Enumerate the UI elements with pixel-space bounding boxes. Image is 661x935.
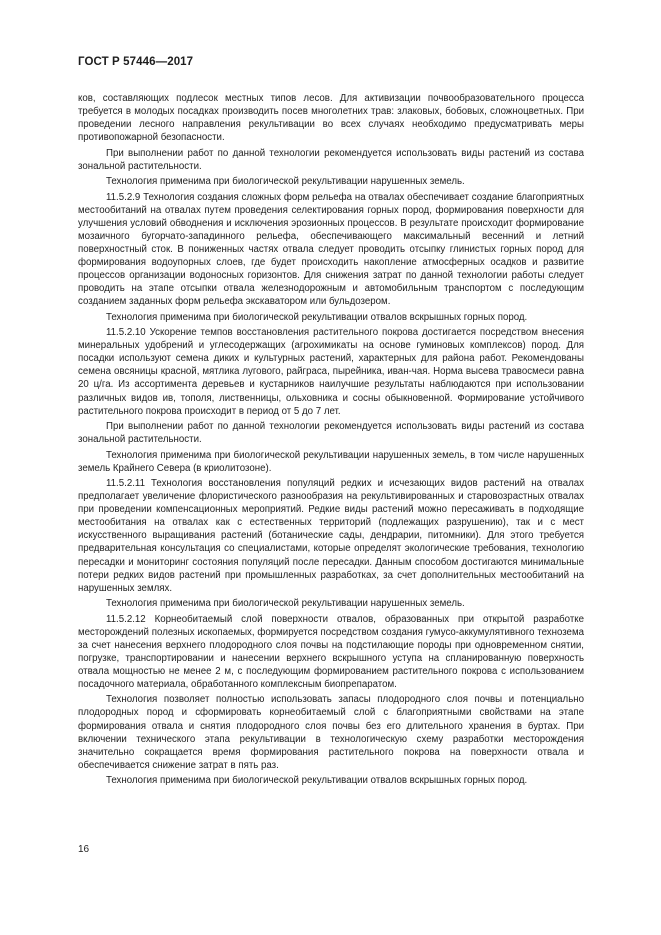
page-number: 16 [78, 844, 90, 855]
paragraph: Технология применима при биологической рекультивации нарушенных земель. [106, 598, 465, 610]
paragraph-clause-11-5-2-10: 11.5.2.10 Ускорение темпов восстановления растительного покрова достигается посредством внесения минеральных удобрений и углесодержащих (агрохимикаты на основе гуминовых комплексов) пород. Для посадки используют семена диких и культурных растений, характерных для района работ. Рекомендованы семена овсяницы красной, мятлика лугового, райграса, пырейника, иван-чая. Норма высева травосмеси равна 20 ц/га. Из ассортимента деревьев и кустарников наилучшие результаты наблюдаются при использовании различных видов ив, тополя, лиственницы, ольховника и сосны обыкновенной. Формирование устойчивого растительного покрова происходит в период от 5 до 7 лет. [78, 327, 584, 417]
paragraph: При выполнении работ по данной технологии рекомендуется использовать виды растений из состава зональной растительности. [78, 421, 584, 446]
paragraph-continuation: ков, составляющих подлесок местных типов лесов. Для активизации почвообразовательного процесса требуется в молодых посадках производить посев многолетних трав: злаковых, бобовых, сложноцветных. При проведении лесного направления рекультивации во всех случаях необходимо предусматривать меры противопожарной безопасности. [78, 93, 584, 144]
paragraph-clause-11-5-2-11: 11.5.2.11 Технология восстановления популяций редких и исчезающих видов растений на отвалах предполагает увеличение флористического разнообразия на рекультивированных и старовозрастных отвалах при проведении компенсационных мероприятий. Редкие виды растений можно пересаживать в подходящие местообитания на отвалах как с естественных территорий (подлежащих разрушению), так и с мест искусственного выращивания растений (ботанические сады, дендрарии, питомники). Для этого требуется предварительная консультация со специалистами, которые определят экологические требования, технологию пересадки и мониторинг состояния популяций после пересадки. Данным способом достигаются минимальные потери редких видов растений при промышленных разработках, за счет дополнительных местообитаний на нарушенных землях. [78, 478, 584, 594]
document-header: ГОСТ Р 57446—2017 [78, 56, 194, 68]
paragraph: Технология применима при биологической рекультивации отвалов вскрышных горных пород. [106, 311, 528, 323]
paragraph-clause-11-5-2-12: 11.5.2.12 Корнеобитаемый слой поверхности отвалов, образованных при открытой разработке месторождений полезных ископаемых, формируется посредством создания гумусо-аккумулятивного технозема за счет нанесения верхнего плодородного слоя почвы на подстилающие породы при одновременном снятии, погрузке, транспортировании и нанесении верхнего вскрышного уступа на спланированную поверхность отвала мощностью не менее 2 м, с последующим формированием растительного покрова с использованием посадочного материала, обработанного комплексным биопрепаратом. [78, 613, 584, 690]
paragraph: Технология применима при биологической рекультивации отвалов вскрышных горных пород. [106, 775, 528, 787]
paragraph-clause-11-5-2-9: 11.5.2.9 Технология создания сложных форм рельефа на отвалах обеспечивает создание благоприятных местообитаний на отвалах путем проведения селектирования горных пород, формирования поверхности для улучшения условий обводнения и исключения эрозионных процессов. В результате происходит формирование мозаичного бугорчато-западинного рельефа, обеспечивающего максимальный весенний и летний поверхностный сток. В пониженных частях отвала следует проводить отсыпку глинистых горных пород для формирования водоупорных слоев, где будет происходить накопление атмосферных осадков и развитие процессов организации водоносных горизонтов. Для снижения затрат по данной технологии работы следует проводить на этапе отсыпки отвала железнодорожным и автомобильным транспортом с последующим созданием заданных форм рельефа экскаватором или бульдозером. [78, 191, 584, 308]
paragraph: При выполнении работ по данной технологии рекомендуется использовать виды растений из состава зональной растительности. [78, 147, 584, 172]
paragraph: Технология применима при биологической рекультивации нарушенных земель. [106, 176, 465, 188]
paragraph: Технология позволяет полностью использовать запасы плодородного слоя почвы и потенциально плодородных пород и сформировать корнеобитаемый слой с благоприятными свойствами на этапе формирования отвала и снятия плодородного слоя почвы без его длительного хранения в буртах. При включении технического этапа рекультивации в технологическую схему разработки месторождения значительно сокращается время формирования растительного покрова на поверхности отвала и обеспечивается снижение затрат в пять раз. [78, 694, 584, 771]
page-body [78, 92, 584, 790]
paragraph: Технология применима при биологической рекультивации нарушенных земель, в том числе нарушенных земель Крайнего Севера (в криолитозоне). [78, 449, 584, 474]
